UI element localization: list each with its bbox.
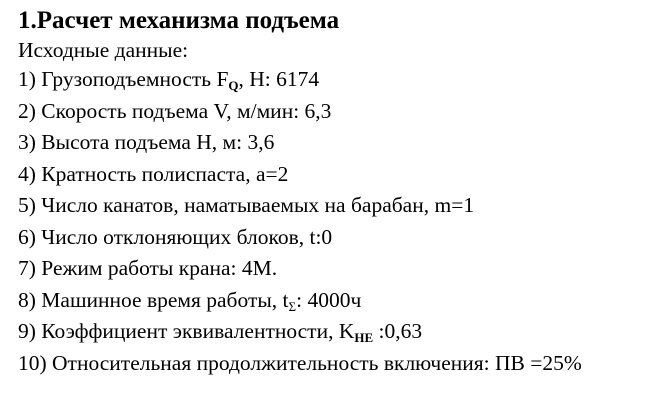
list-item-8 (18, 285, 666, 317)
item-subscript: HE (354, 330, 374, 345)
item-text: 2) Скорость подъема V, м/мин: 6,3 (18, 98, 332, 123)
list-item-4 (18, 159, 666, 191)
item-subscript: Σ (288, 298, 297, 314)
item-text: 5) Число канатов, наматываемых на барабан, m=1 (18, 193, 475, 217)
item-text: 4) Кратность полиспаста, а=2 (18, 161, 289, 186)
subtitle: Исходные данные: (18, 38, 189, 62)
list-item-7 (18, 253, 666, 285)
list-item-3 (18, 127, 666, 159)
item-subscript: Q (228, 78, 239, 93)
list-item-1 (18, 64, 666, 96)
item-text-tail: : 4000ч (296, 287, 362, 312)
item-text: 10) Относительная продолжительность включения: ПВ =25% (18, 350, 582, 375)
page-title: 1.Расчет механизма подъема (18, 7, 340, 34)
list-item-5 (18, 190, 666, 222)
item-text-tail: , Н: 6174 (238, 67, 320, 91)
document (18, 6, 666, 379)
list-item-10 (18, 348, 666, 380)
item-text: 9) Коэффициент эквивалентности, K (18, 319, 355, 343)
list-item-6 (18, 222, 666, 254)
item-text: 1) Грузоподъемность F (18, 67, 229, 91)
item-text-tail: :0,63 (373, 319, 423, 343)
item-text: 3) Высота подъема H, м: 3,6 (18, 130, 275, 154)
item-text: 7) Режим работы крана: 4М. (18, 256, 278, 280)
item-text: 6) Число отклоняющих блоков, t:0 (18, 224, 333, 249)
list-item-2 (18, 96, 666, 128)
item-text: 8) Машинное время работы, t (18, 287, 289, 312)
list-item-9 (18, 316, 666, 348)
